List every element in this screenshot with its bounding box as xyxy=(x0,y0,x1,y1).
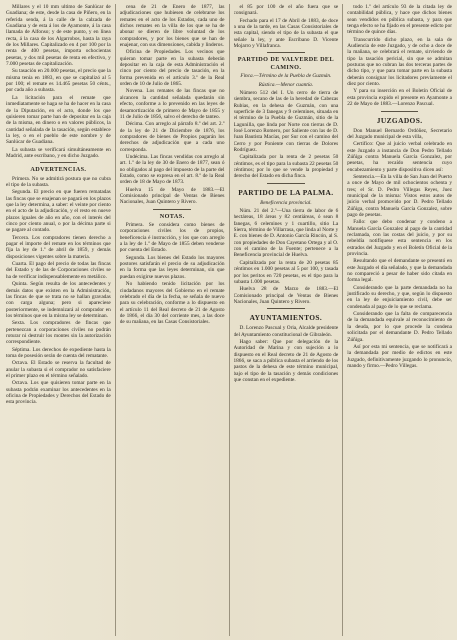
section-divider xyxy=(267,52,305,53)
paragraph: Oficina de Propiedades. Los vecinos que quieran tomar parte en la subasta deberán depositar en la caja de esta Administración el cinco por ciento del precio de tasación, en la forma prevenida en el artículo 3.º de la Real orden de 10 de Julio de 1865. xyxy=(119,49,225,88)
paragraph: Fallo: que debo condenar y condeno a Manuela García Gonzalez al pago de la cantidad reclamada, con las costas del juicio, y por su rebeldía notifíquese esta sentencia en los estrados del Juzgado y en el Boletín Oficial de la provincia. xyxy=(347,219,452,258)
paragraph: Undécima. Las fincas vendidas con arreglo al art. 1.º de la ley de 30 de Enero de 1877, sean ó no obligados al pago del impuesto de la parte del Estado, como se expresa en el art. 8.º de la Real orden de 18 de Mayo de 1873. xyxy=(119,153,225,186)
paragraph: Hago saber: Que por delegación de la Autoridad de Marina y con sujeción a lo dispuesto en el Real decreto de 21 de Agosto de 1866, se saca a pública subasta el arriendo de los pastos de la dehesa de este término municipal, bajo el tipo de la tasación y demás condiciones que constan en el expediente. xyxy=(233,338,339,383)
paragraph: Núm. 21 del 2.º—Una tierra de labor de 6 hectáreas, 18 áreas y 82 centiáreas, ó sean 8 fanegas, 6 celemines y 1 cuartillo, sitio La Sierra, término de Villarrasa, que linda al Norte y E. con bienes de D. Antonio García Rincón, al S. con propiedades de Don Cayetano Ortega y al O. con el camino de la Fuente; pertenece a la Beneficencia provincial de Huelva. xyxy=(233,208,339,259)
paragraph: Transcurrido dicho plazo, en la sala de Audiencia de este Juzgado, y de ocho a doce de la mañana, se celebrará el remate, sirviendo de tipo la tasación pericial, sin que se admitan posturas que no cubran las dos terceras partes de dicho tipo, y que para tomar parte en la subasta deberán consignar los licitadores previamente el diez por ciento. xyxy=(347,36,452,88)
paragraph: Su tasación en 20.000 pesetas, el precio que la misma tenía en 1883, en que se capitalizó al 5 por 100; el remate es 14.465 pesetas 50 cénts., por cada año a subasta. xyxy=(6,68,111,94)
paragraph: Quinta. Según resulta de los antecedentes y demás datos que existen en la Administración, las fincas de que se trata no se hallan gravadas con carga alguna; pero si apareciese posteriormente, se indemnizará al comprador en los términos que en la misma ley se determinan. xyxy=(6,281,111,319)
section-subheading: Beneficencia provincial. xyxy=(260,199,312,206)
paragraph: Cuarta. El pago del precio de todas las fincas del Estado y de las de Corporaciones civiles se ha de verificar indispensablemente en metálico. xyxy=(6,261,111,280)
paragraph: Primera. Se considera como bienes de corporaciones civiles los de propios, beneficencia é instrucción, y los que con arreglo a la ley de 1.º de Mayo de 1855 deben venderse por cuenta del Estado. xyxy=(119,222,225,254)
paragraph: Octava. El Estado se reserva la facultad de anular la subasta si el comprador no satisfaciere el primer plazo en el término señalado. xyxy=(6,360,111,379)
paragraph: Resultando que el demandante se presentó en este Juzgado el día señalado, y que la demandada no compareció a pesar de haber sido citada en forma legal. xyxy=(347,258,452,284)
text-column-1 xyxy=(6,4,116,636)
paragraph: Sexta. Los compradores de fincas que pertenezcan a corporaciones civiles no podrán roturar ni destruir los montes sin la autorización correspondiente. xyxy=(6,320,111,346)
section-heading: AYUNTAMIENTOS. xyxy=(249,313,323,323)
section-divider xyxy=(153,209,191,210)
paragraph: todo 1.º del artículo 93 de la citada ley de contabilidad pública, y hace que dichos bienes sean vendidos en pública subasta, y para que tenga efecto se ha fijado en el presente edicto por término de quince días. xyxy=(347,4,452,36)
paragraph: el 85 por 100 de el año fuera que se consignará. xyxy=(233,4,339,17)
paragraph: La licitación para el remate que inmediatamente se haga se ha de hacer en la casa de la Diputación, en el acto, donde los que quisieren tomar parte han de depositar en la caja de la misma, en dinero o en valores públicos, la cantidad señalada de la tasación, según establece la ley, o en el pueblo de este nombre y de Sanlúcar de Guadiana. xyxy=(6,94,111,146)
text-column-2 xyxy=(120,4,230,636)
paragraph: Novena. Los remates de las fincas que no alcancen la cantidad señalada quedarán sin efecto, conforme a lo prevenido en las leyes de desamortización de primero de Mayo de 1855 y 11 de Julio de 1856, salvo el derecho de tanteo. xyxy=(119,88,225,120)
section-heading: NOTAS. xyxy=(159,212,185,220)
paragraph: Sentencia.—En la villa de San Juan del Puerto a once de Mayo de mil ochocientos ochenta y tres; el Sr. D. Pedro Villegas Reyes, Juez municipal de la misma: Vistos estos autos de juicio verbal promovido por D. Pedro Tellado Zúñiga, contra Manuela García Gonzalez, sobre pago de pesetas. xyxy=(347,173,452,218)
paragraph: Fechado para el 17 de Abril de 1883, de doce a una de la tarde, en las Casas Consistoriales de esta capital, siendo el tipo de la subasta el que señale la ley, y ante Escribano D. Vicente Mojarro y Villafranca. xyxy=(233,17,339,50)
paragraph: Considerando que la parte demandada no ha justificado su derecho, y que, según lo dispuesto en la ley de enjuiciamiento civil, debe ser condenada al pago de lo que se reclama. xyxy=(347,284,452,310)
section-heading: PARTIDO DE VALVERDE DEL CAMINO. xyxy=(237,56,334,71)
paragraph: Primera. No se admitirá postura que no cubra el tipo de la subasta. xyxy=(6,175,111,188)
paragraph: D. Lorenzo Pascual y Oria, Alcalde presidente del Ayuntamiento constitucional de Gibraleón. xyxy=(233,325,339,338)
section-divider xyxy=(40,162,78,163)
paragraph: No habiendo tenido licitación por los ciudadanos mayores del Gobierno en el remate celebrado el día de la fecha, se señala de nuevo para su celebración, conforme a lo dispuesto en el artículo 11 del Real decreto de 21 de Agosto de 1866, el día 30 del corriente mes, a las doce de su mañana, en las Casas Consistoriales. xyxy=(119,281,225,326)
paragraph: cena de 21 de Enero de 1877, las adjudicaciones que hubiesen de celebrarse los remates en el acto de los Estados, cada uno de dichos remates en la villa de los que se ha de abonar se dieren de libre voluntad de los compradores, y por los bienes que se han de enajenar, con sus dimensiones, cabida y linderos. xyxy=(119,4,225,49)
paragraph: Huelva 15 de Mayo de 1883.—El Comisionado principal de Ventas de Bienes Nacionales, Juan Quintero y Rivero. xyxy=(119,186,225,206)
paragraph: Segunda. El precio en que fueren rematadas las fincas que se enajenan se pagará en los plazos que la ley determina, a saber: el veinte por ciento en el acto de la adjudicación, y el resto en nueve plazos iguales de año en año, con el interés del cinco por ciento anual, o por la décima parte si se pagare al contado. xyxy=(6,189,111,234)
paragraph: Número 512 del I. Un cerro de tierra de siembra, secano de las de la heredad de Cabezas Rubias, en la dehesa de Guzmán, con una superficie de 3 fanegas y 9 celemines, situada en el término de la Puebla de Guzmán, sitio de la Lagunilla, que linda por Norte con tierras de D. José Lorenzo Romero, por Saliente con las de D. Juan Bautista Macías, por Sur con el camino del Cerro y por Poniente con tierras de Dolores Rodríguez. xyxy=(233,89,339,153)
section-heading: PARTIDO DE LA PALMA. xyxy=(238,187,334,197)
paragraph: Y para su inserción en el Boletín Oficial de esta provincia expido el presente en Ayamonte a 22 de Mayo de 1883.—Lorenzo Pascual. xyxy=(347,88,452,108)
paragraph: Huelva 28 de Marzo de 1883.—El Comisionado principal de Ventas de Bienes Nacionales, Juan Quintero y Rivero. xyxy=(233,286,339,305)
paragraph: Certifico: Que al juicio verbal celebrado en este Juzgado a instancia de Don Pedro Tellado Zúñiga contra Manuela García Gonzalez, por pesetas, ha recaído sentencia cuyo encabezamiento y parte dispositiva dicen así: xyxy=(347,141,452,173)
section-divider xyxy=(381,111,419,112)
section-heading: ADVERTENCIAS. xyxy=(30,166,87,174)
paragraph: Séptima. Los derechos de expediente hasta la toma de posesión serán de cuenta del rematante. xyxy=(6,346,111,359)
section-divider xyxy=(267,308,305,309)
text-column-4 xyxy=(347,4,452,636)
paragraph: Millares y el 10 mm ultimo de Sanlúcar de Guadiana; de este, desde la casa de Piñero, en la referida senda, á la calle de la calzada de Guadiana y de esta á los de Ayamonte, á la casa llamada de Alfonso; y de este punto, y en línea recta, á la casa de los Algarrobos, hasta la raya de los Millares. Capitalizado en 4 por 100 por la renta de 400 pesetas, importa ochocientas pesetas, y dos mil pesetas de renta en efectivo, y 7.000 pesetas de capitalización. xyxy=(6,4,111,68)
paragraph: Considerando que la falta de comparecencia de la demandada equivale al reconocimiento de la deuda, por lo que procede la condena solicitada por el demandante D. Pedro Tellado Zúñiga. xyxy=(347,311,452,343)
section-subheading: Rústica.—Menor cuantía. xyxy=(258,81,314,88)
paragraph: La subasta se verificará simultáneamente en Madrid, ante escribano, y en dicho Juzgado. xyxy=(6,146,111,159)
paragraph: Tercera. Los compradores tienen derecho a pagar el importe del remate en los términos que fija la ley de 1.º de abril de 1859, y demás disposiciones vigentes sobre la materia. xyxy=(6,234,111,260)
section-heading: JUZGADOS. xyxy=(376,115,423,125)
paragraph: Capitalizada por la renta de 2 pesetas 50 céntimos, es el tipo para la subasta 22 pesetas 50 céntimos; por lo que se vende la propiedad y derecho del Estado en dicha finca. xyxy=(233,154,339,180)
paragraph: Así por esta mi sentencia, que se notificará a la demandada por medio de edictos en este Juzgado, definitivamente juzgando lo pronuncio, mando y firmo.—Pedro Villegas. xyxy=(347,343,452,369)
text-column-3 xyxy=(234,4,344,636)
section-subheading: Finca.—Término de la Puebla de Guzmán. xyxy=(240,73,332,80)
paragraph: Décima. Con arreglo al párrafo 8.º del art. 2.º de la ley de 21 de Diciembre de 1876, los compradores de bienes de Propios pagarán los derechos de adjudicación que a cada uno corresponda. xyxy=(119,121,225,153)
paragraph: Octava. Los que quisieren tomar parte en la subasta podrán examinar los antecedentes en la oficina de Propiedades y Derechos del Estado de esta provincia. xyxy=(6,380,111,406)
paragraph: Don Manuel Bernardo Ordóñez, Secretario del Juzgado municipal de esta villa, xyxy=(347,127,452,140)
section-divider xyxy=(267,183,305,184)
paragraph: Segunda. Los bienes del Estado los mayores postores satisfarán el precio de su adjudicación en la forma que las leyes determinan, sin que puedan exigirse nuevos plazos. xyxy=(119,254,225,280)
paragraph: Capitalizada por la renta de 20 pesetas 85 céntimos en 1.000 pesetas al 5 por 100, y tasada por los peritos en 720 pesetas, es el tipo para la subasta 1.000 pesetas. xyxy=(233,259,339,285)
